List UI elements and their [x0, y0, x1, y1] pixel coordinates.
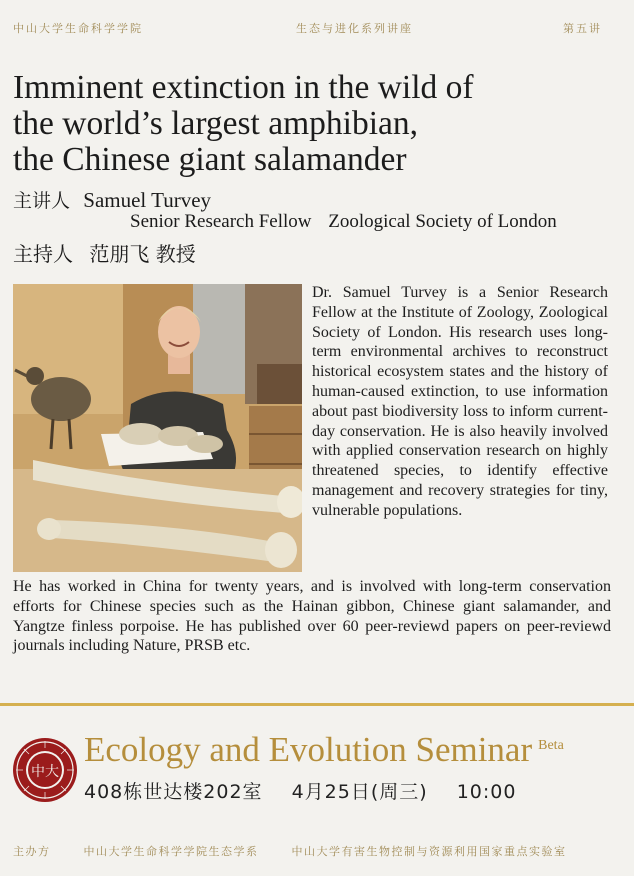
speaker-affiliation: [130, 211, 557, 233]
talk-title: [13, 70, 623, 178]
seminar-date: 4月25日(周三): [291, 781, 428, 803]
seminar-room: 408栋世达楼202室: [84, 781, 263, 803]
footer-label: 主办方: [13, 845, 51, 858]
seal-icon: [11, 736, 79, 804]
speaker-photo-illustration: [13, 284, 302, 572]
host-name: 范朋飞 教授: [89, 242, 196, 266]
speaker-position: Senior Research Fellow: [130, 211, 312, 232]
seal-text: 中大: [31, 764, 59, 780]
title-line: Imminent extinction in the wild of: [13, 69, 474, 106]
speaker-organization: Zoological Society of London: [328, 211, 557, 232]
host-label: 主持人: [13, 242, 73, 266]
footer-org-1: 中山大学生命科学学院生态学系: [83, 845, 259, 858]
header-left: 中山大学生命科学学院: [13, 22, 143, 35]
host-line: [13, 238, 196, 267]
header-center: 生态与进化系列讲座: [296, 22, 413, 35]
header-right: 第五讲: [563, 22, 602, 35]
speaker-line: [13, 186, 211, 213]
title-line: the world’s largest amphibian,: [13, 105, 419, 142]
speaker-label: 主讲人: [13, 190, 71, 212]
beta-badge: Beta: [538, 738, 564, 753]
seminar-name: [84, 730, 564, 770]
speaker-photo: [13, 284, 302, 572]
bio-paragraph-2: He has worked in China for twenty years, and is involved with long-term conservation efforts for Chinese species such as the Hainan gibbon, Chinese giant salamander, and Yangtze finless porpoise. He has published over 60 peer-reviewd papers on peer-reviewd journals including Nature, PRSB etc.: [13, 578, 611, 655]
seminar-time: 10:00: [456, 781, 517, 803]
university-seal-logo: [11, 736, 79, 804]
speaker-name: Samuel Turvey: [83, 188, 212, 212]
footer-organizers: [13, 843, 567, 859]
seminar-venue: [84, 777, 516, 804]
divider-rule: [0, 703, 634, 706]
seminar-title: Ecology and Evolution Seminar: [84, 730, 533, 769]
bio-paragraph-1: Dr. Samuel Turvey is a Senior Research Fellow at the Institute of Zoology, Zoological Society of London. His research uses long-term environmental archives to reconstruct historical ecosystem states and the history of human-caused extinction, to use information about past biodiversity loss to inform current-day conservation. He is also heavily involved with applied conservation research on highly threatened species, to identify effective management and recovery strategies for tiny, vulnerable populations.: [312, 284, 608, 519]
title-line: the Chinese giant salamander: [13, 141, 407, 178]
footer-org-2: 中山大学有害生物控制与资源利用国家重点实验室: [291, 845, 567, 858]
